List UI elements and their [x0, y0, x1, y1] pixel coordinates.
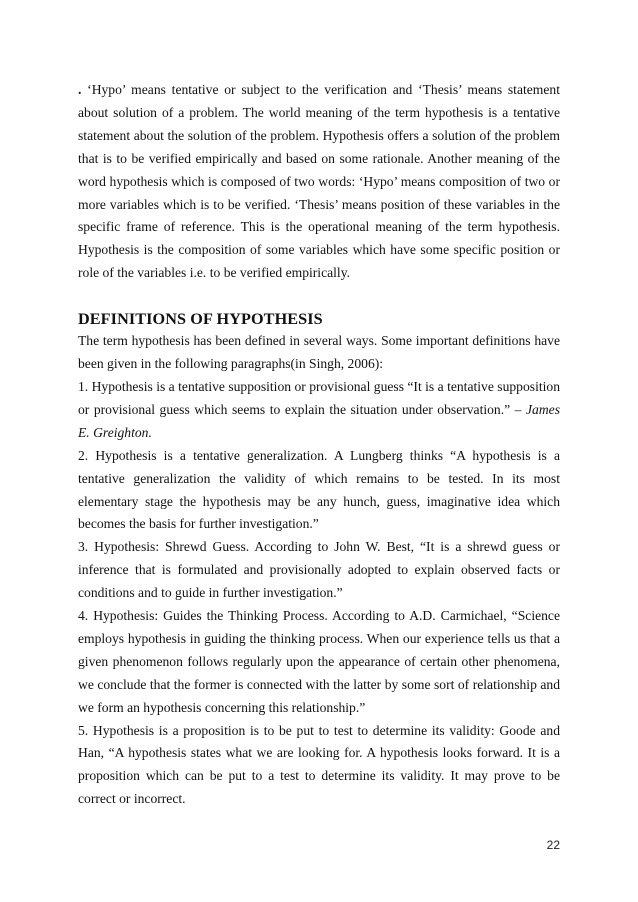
definition-4: 4. Hypothesis: Guides the Thinking Process. According to A.D. Carmichael, “Science employs hypothesis in guiding the thinking process. When our experience tells us that a given phenomenon follows regularly upon the appearance of certain other phenomena, we conclude that the former is connected with the latter by some sort of relationship and we form an hypothesis concerning this relationship.”: [78, 608, 560, 715]
definition-3: 3. Hypothesis: Shrewd Guess. According to John W. Best, “It is a shrewd guess or inference that is formulated and provisionally adopted to explain observed facts or conditions and to guide in further investigation.”: [78, 539, 560, 601]
definition-2: 2. Hypothesis is a tentative generalization. A Lungberg thinks “A hypothesis is a tentative generalization the validity of which remains to be tested. In its most elementary stage the hypothesis may be any hunch, guess, imaginative idea which becomes the basis for further investigation.”: [78, 447, 560, 532]
definition-1-text: 1. Hypothesis is a tentative supposition or provisional guess “It is a tentative supposition or provisional guess which seems to explain the situation under observation.” –: [78, 378, 560, 417]
definitions-intro-paragraph: The term hypothesis has been defined in several ways. Some important definitions have been given in the following paragraphs(in Singh, 2006):: [78, 333, 560, 372]
page-content: [78, 79, 560, 811]
page-number: 22: [546, 838, 560, 852]
definition-1: [78, 376, 560, 445]
intro-text: ‘Hypo’ means tentative or subject to the verification and ‘Thesis’ means statement about solution of a problem. The world meaning of the term hypothesis is a tentative statement about the solution of the problem. Hypothesis offers a solution of the problem that is to be verified empirically and based on some rationale. Another meaning of the word hypothesis which is composed of two words: ‘Hypo’ means composition of two or more variables which is to be verified. ‘Thesis’ means position of these variables in the specific frame of reference. This is the operational meaning of the term hypothesis. Hypothesis is the composition of some variables which have some specific position or role of the variables i.e. to be verified empirically.: [78, 82, 560, 281]
intro-lead-dot: .: [78, 82, 82, 97]
section-heading: DEFINITIONS OF HYPOTHESIS: [78, 310, 323, 329]
definition-1-author: James E. Greighton.: [78, 401, 560, 440]
intro-paragraph: [78, 79, 560, 285]
definition-5: 5. Hypothesis is a proposition is to be put to test to determine its validity: Goode and Han, “A hypothesis states what we are looking for. A hypothesis looks forward. It is a proposition which can be put to a test to determine its validity. It may prove to be correct or incorrect.: [78, 722, 560, 807]
